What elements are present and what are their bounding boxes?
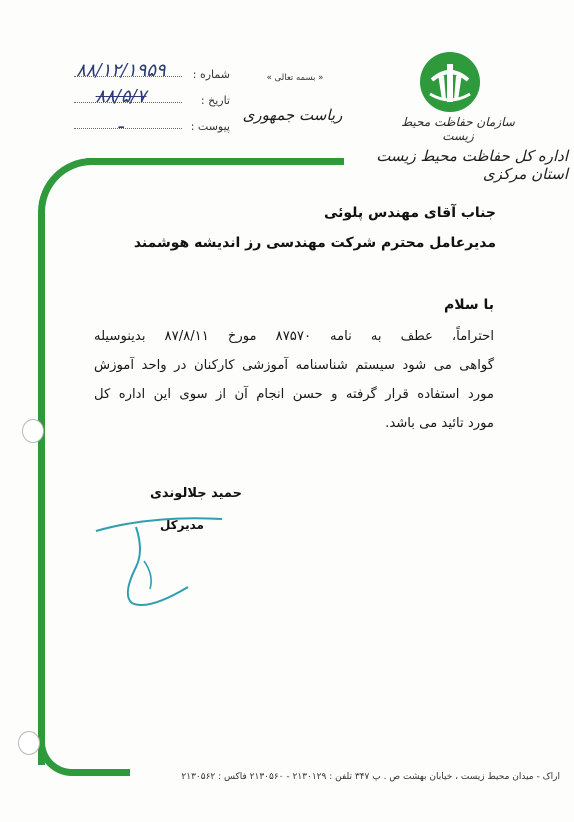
organization-logo-icon: [418, 50, 482, 114]
attachment-label: پیوست :: [190, 120, 230, 133]
date-label: تاریخ :: [200, 94, 230, 107]
organization-name: سازمان حفاظت محیط زیست: [401, 115, 515, 143]
footer-address: اراک - میدان محیط زیست ، خیابان بهشت ص . پ ۳۴۷ تلفن : ۲۱۳۰۱۲۹ - ۲۱۳۰۵۶۰ فاکس : ۲۱۳۰۵۶۲: [181, 772, 560, 782]
handwritten-signature-icon: [92, 505, 232, 615]
frame-bottom-curve: [38, 738, 98, 776]
frame-top-curve: [38, 158, 98, 218]
attachment-value: ـ: [118, 112, 124, 133]
frame-left-line: [38, 210, 45, 765]
signer-title: مدیرکل: [159, 518, 204, 532]
number-value: ۸۸/۱۲/۱۹۵۹: [76, 60, 166, 81]
punch-hole-lower: [18, 731, 40, 755]
number-field: [62, 60, 230, 86]
body-line: احتراماً، عطف به نامه ۸۷۵۷۰ مورخ ۸۷/۸/۱۱ بدینوسیله: [94, 329, 494, 344]
letter-body: [94, 322, 494, 438]
presidency-text: ریاست جمهوری: [242, 106, 343, 124]
date-value: ۸۸/۵/۷: [95, 86, 147, 107]
body-line: مورد استفاده قرار گرفته و حسن انجام آن از سوی این اداره کل: [94, 387, 494, 402]
addressee: جناب آقای مهندس پلوئی: [323, 205, 496, 221]
bismillah-text: « بسمه تعالی »: [266, 73, 324, 83]
greeting: با سلام: [443, 297, 494, 313]
punch-hole-upper: [22, 419, 44, 443]
body-line: گواهی می شود سیستم شناسنامه آموزشی کارکنان در واحد آموزش: [94, 358, 494, 373]
department-name: اداره کل حفاظت محیط زیست استان مرکزی: [376, 147, 568, 183]
frame-top-line: [86, 158, 344, 165]
number-label: شماره :: [192, 68, 230, 81]
frame-bottom-line: [90, 769, 130, 776]
attachment-field: [62, 112, 230, 138]
addressee-title: مدیرعامل محترم شرکت مهندسی رز اندیشه هوشمند: [133, 235, 496, 251]
date-field: [62, 86, 230, 112]
body-line: مورد تائید می باشد.: [385, 416, 494, 431]
signer-name: حمید جلالوندی: [149, 486, 242, 501]
